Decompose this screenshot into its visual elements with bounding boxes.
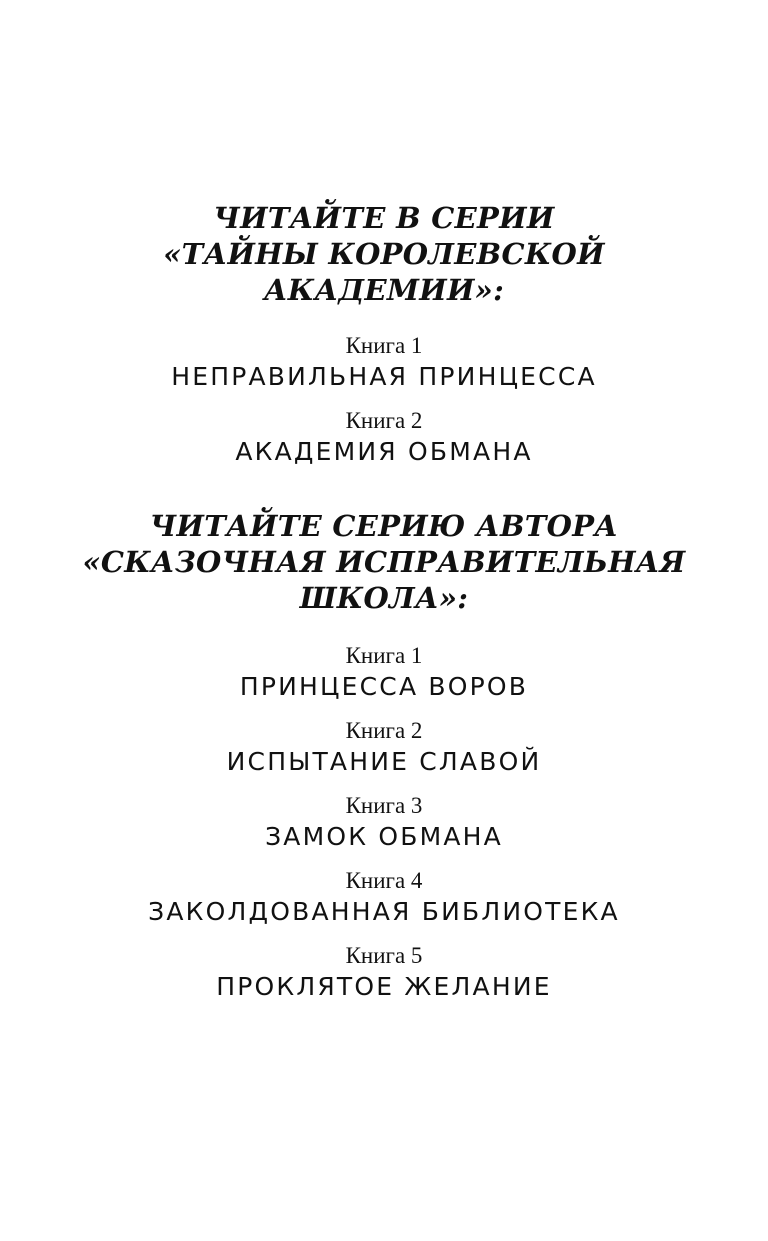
series1-book-1 [0, 333, 768, 395]
book-title: АКАДЕМИЯ ОБМАНА [235, 437, 533, 466]
book-number: Книга 1 [345, 643, 423, 668]
series2-book-2 [0, 718, 768, 780]
series2-heading-line-1: ЧИТАЙТЕ СЕРИЮ АВТОРА [149, 509, 619, 543]
series1-heading-line-1: ЧИТАЙТЕ В СЕРИИ [213, 201, 555, 235]
series1-heading [0, 200, 768, 308]
series2-heading [0, 508, 768, 616]
book-title: ИСПЫТАНИЕ СЛАВОЙ [226, 747, 542, 776]
book-number: Книга 2 [345, 718, 423, 743]
book-title: ПРИНЦЕССА ВОРОВ [239, 672, 529, 701]
book-title: ЗАМОК ОБМАНА [265, 822, 503, 851]
series2-heading-line-3: ШКОЛА»: [299, 581, 469, 615]
book-number: Книга 5 [345, 943, 423, 968]
series1-book-2 [0, 408, 768, 470]
book-number: Книга 4 [345, 868, 423, 893]
series2-book-3 [0, 793, 768, 855]
book-title: НЕПРАВИЛЬНАЯ ПРИНЦЕССА [171, 362, 597, 391]
book-number: Книга 1 [345, 333, 423, 358]
series1-heading-line-3: АКАДЕМИИ»: [263, 273, 505, 307]
series1-heading-line-2: «ТАЙНЫ КОРОЛЕВСКОЙ [163, 237, 605, 271]
series2-book-4 [0, 868, 768, 930]
series2-book-1 [0, 643, 768, 705]
book-number: Книга 3 [345, 793, 423, 818]
series2-heading-line-2: «СКАЗОЧНАЯ ИСПРАВИТЕЛЬНАЯ [82, 545, 686, 579]
series2-book-5 [0, 943, 768, 1005]
book-title: ПРОКЛЯТОЕ ЖЕЛАНИЕ [216, 972, 552, 1001]
book-number: Книга 2 [345, 408, 423, 433]
book-title: ЗАКОЛДОВАННАЯ БИБЛИОТЕКА [148, 897, 620, 926]
